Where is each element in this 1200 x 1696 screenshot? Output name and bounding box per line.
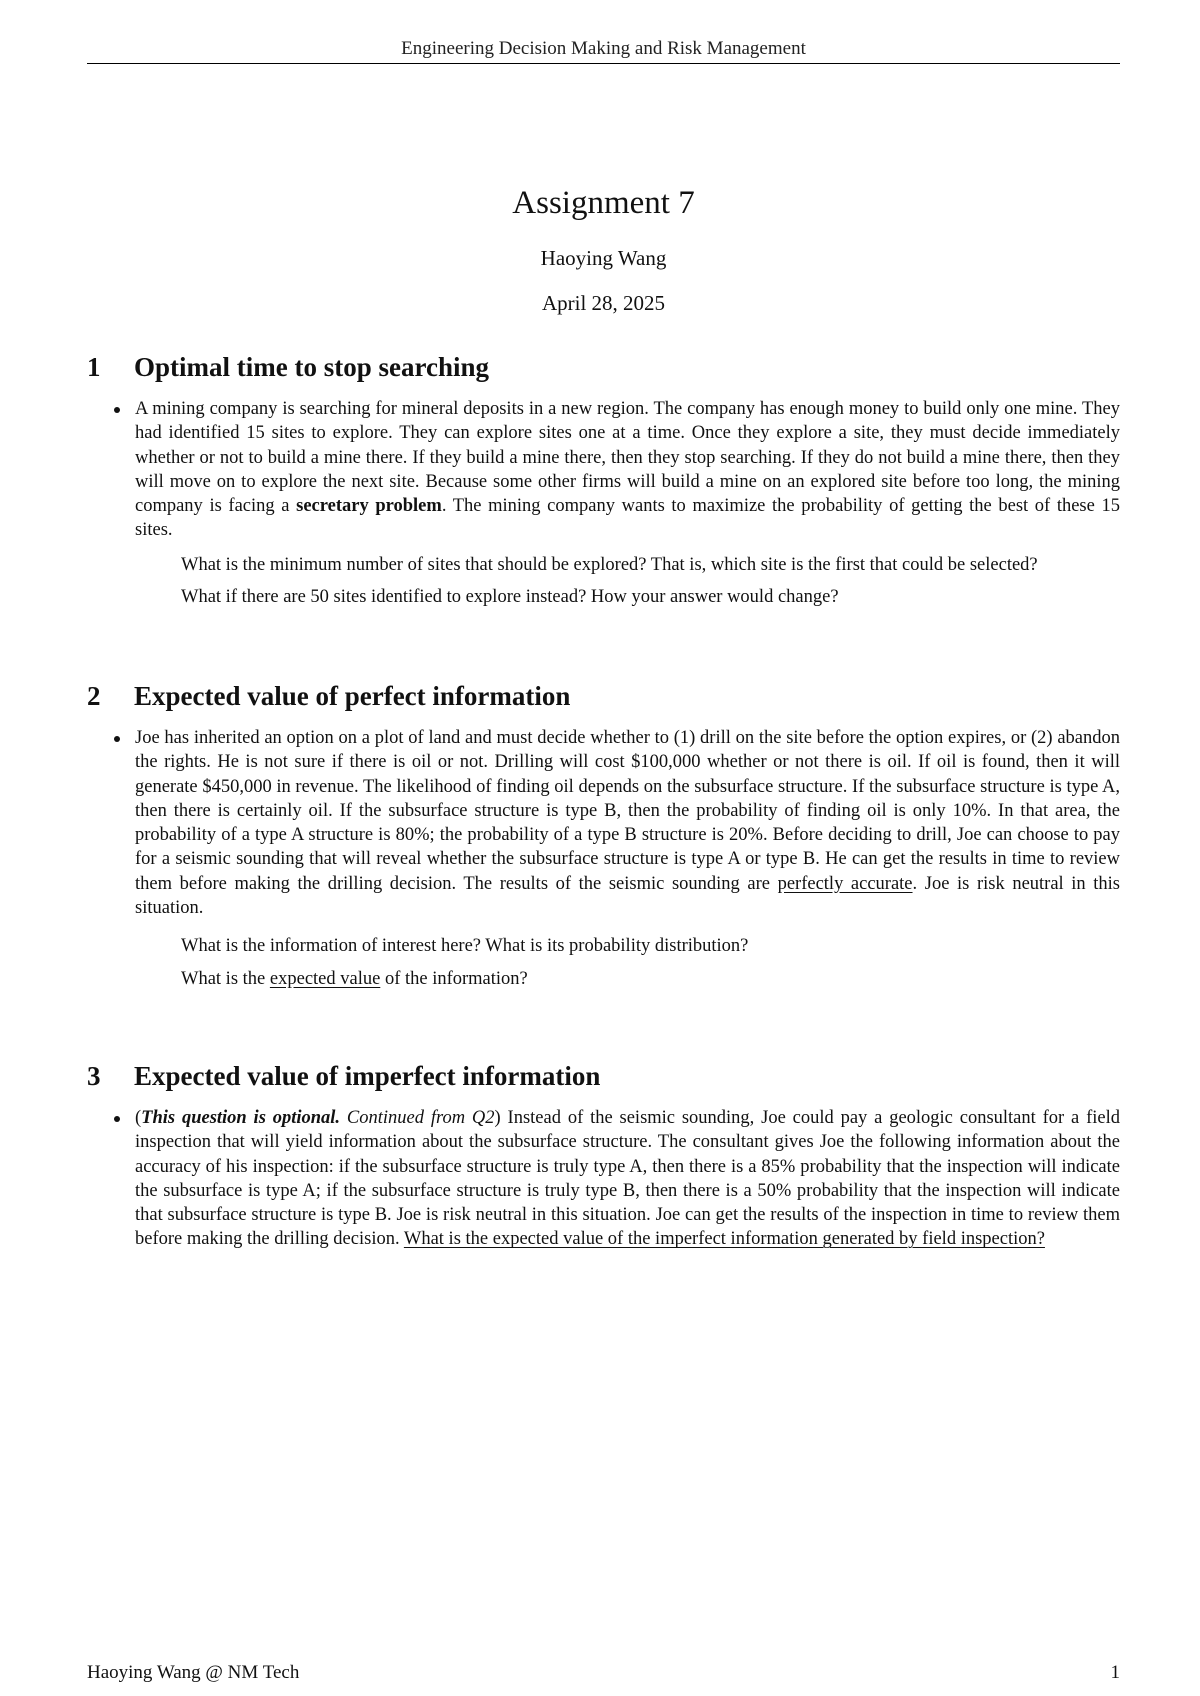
- section-heading: [87, 1061, 1120, 1092]
- section-3: [87, 1061, 1120, 1252]
- section-heading: [87, 352, 1120, 383]
- underlined-term: perfectly accurate: [777, 873, 913, 894]
- question-text: What is the minimum number of sites that should be explored? That is, which site is the first that could be selected?: [181, 554, 1038, 575]
- section-title: Expected value of perfect information: [134, 681, 571, 711]
- bullet-item: [135, 1106, 1120, 1252]
- section-number: 3: [87, 1061, 101, 1091]
- document-page: [87, 0, 1120, 1696]
- document-title: Assignment 7: [512, 185, 695, 221]
- body-text: . Joe is risk neutral in this situation.: [135, 873, 1121, 919]
- question-text: What if there are 50 sites identified to explore instead? How your answer would change?: [181, 587, 839, 608]
- page-number: 1: [1110, 1662, 1120, 1683]
- bullet-item: [135, 726, 1120, 920]
- paren: (: [135, 1108, 142, 1128]
- bullet-item: [135, 397, 1120, 543]
- section-heading: [87, 681, 1120, 712]
- underlined-term: expected value: [269, 968, 381, 989]
- section-number: 2: [87, 681, 101, 711]
- paren: ): [494, 1108, 501, 1128]
- continued-note: Continued from Q2: [340, 1108, 495, 1128]
- optional-note: This question is optional.: [141, 1108, 341, 1128]
- document-date: April 28, 2025: [541, 291, 666, 315]
- body-text: . The mining company wants to maximize the probability of getting the best of these 15 sites.: [135, 496, 1120, 541]
- section-title: Expected value of imperfect information: [134, 1061, 601, 1091]
- author-name: Haoying Wang: [540, 246, 667, 270]
- bullet-list: [87, 1106, 1120, 1252]
- section-2: [87, 681, 1120, 991]
- section-1: [87, 352, 1120, 609]
- question-part: What is the: [181, 968, 270, 989]
- bullet-list: [87, 726, 1120, 920]
- bullet-list: [87, 397, 1120, 543]
- section-title: Optimal time to stop searching: [134, 352, 489, 382]
- question-text: [181, 967, 1120, 991]
- title-block: [87, 185, 1120, 316]
- running-header: Engineering Decision Making and Risk Management: [401, 38, 806, 59]
- body-text: Joe has inherited an option on a plot of land and must decide whether to (1) drill on the site before the option expires, or (2) abandon the rights. He is not sure if there is oil or not. Drilling will cost $100,000 whether or not there is oil. If oil is found, then it will generate $450,000 in revenue. The likelihood of finding oil depends on the subsurface structure. If the subsurface structure is type A, then there is certainly oil. If the subsurface structure is type B, then the probability of finding oil is only 10%. In that area, the probability of a type A structure is 80%; the probability of a type B structure is 20%. Before deciding to drill, Joe can choose to pay for a seismic sounding that will reveal whether the subsurface structure is type A or type B. He can get the results in time to review them before making the drilling decision. The results of the seismic sounding are: [135, 728, 1120, 894]
- bold-term: secretary problem: [296, 496, 442, 517]
- body-text: A mining company is searching for mineral deposits in a new region. The company has enough money to build only one mine. They had identified 15 sites to explore. They can explore sites one at a time. Once they explore a site, they must decide immediately whether or not to build a mine there. If they build a mine there, then they stop searching. If they do not build a mine there, then they will move on to explore the next site. Because some other firms will build a mine on an explored site before too long, the mining company is facing a: [135, 399, 1120, 517]
- footer-author: Haoying Wang @ NM Tech: [87, 1662, 300, 1683]
- body-text: Instead of the seismic sounding, Joe could pay a geologic consultant for a field inspection that will yield information about the subsurface structure. The consultant gives Joe the following information about the accuracy of his inspection: if the subsurface structure is truly type A, then there is a 85% probability that the inspection will indicate the subsurface is type A; if the subsurface structure is truly type B, then there is a 50% probability that the inspection will indicate that subsurface structure is type B. Joe is risk neutral in this situation. Joe can get the results of the inspection in time to review them before making the drilling decision.: [135, 1108, 1120, 1250]
- header-rule: [87, 63, 1120, 64]
- section-number: 1: [87, 352, 101, 382]
- question-part: of the information?: [380, 968, 528, 989]
- underlined-question: What is the expected value of the imperfect information generated by field inspection?: [403, 1229, 1045, 1250]
- question-text: What is the information of interest here? What is its probability distribution?: [181, 936, 749, 957]
